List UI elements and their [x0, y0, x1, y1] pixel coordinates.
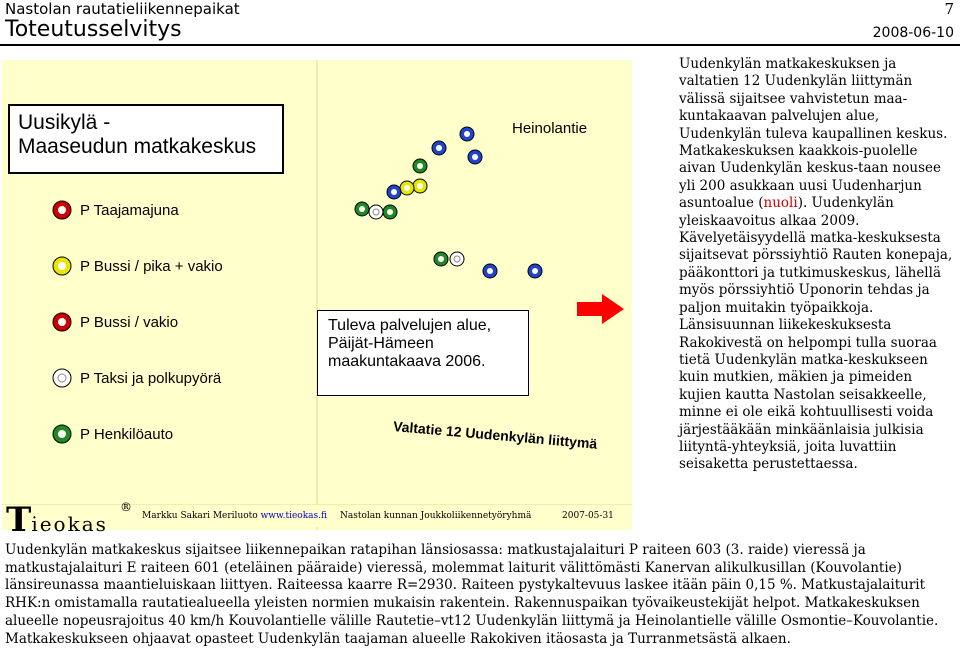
- note-line2: Päijät-Hämeen: [328, 335, 434, 352]
- legend-item-taksi: [50, 366, 221, 390]
- marker-green-1: [413, 159, 427, 173]
- figure-title-line1: Uusikylä -: [18, 111, 111, 134]
- legend-item-taajamajuna: [50, 198, 179, 222]
- marker-blue-4: [387, 185, 401, 199]
- marker-white-2: [450, 252, 464, 266]
- registered-mark: ®: [120, 500, 132, 514]
- legend-label: P Henkilöauto: [80, 425, 174, 443]
- header-org: Nastolan rautatieliikennepaikat: [5, 0, 240, 18]
- right-text-red-word: nuoli: [763, 195, 798, 212]
- marker-green-3: [383, 205, 397, 219]
- red-arrow-icon: [577, 294, 624, 324]
- legend-red-marker-icon: [50, 310, 74, 334]
- footer-link[interactable]: www.tieokas.fi: [260, 511, 328, 521]
- marker-green-2: [355, 202, 369, 216]
- heinolantie-label: Heinolantie: [512, 120, 588, 137]
- document-date: 2008-06-10: [872, 25, 954, 41]
- right-column-text: [679, 56, 956, 474]
- service-area-note: [317, 310, 529, 396]
- marker-blue-5: [483, 264, 497, 278]
- marker-green-4: [434, 252, 448, 266]
- figure-footer-author: [142, 511, 327, 521]
- legend-green-marker-icon: [50, 422, 74, 446]
- legend-label: P Bussi / pika + vakio: [80, 257, 223, 275]
- legend-label: P Bussi / vakio: [80, 313, 179, 331]
- valtatie-label: Valtatie 12 Uudenkylän liittymä: [392, 418, 598, 452]
- marker-blue-1: [460, 127, 474, 141]
- figure-title-box: [8, 104, 284, 174]
- header-rule: [0, 44, 960, 46]
- figure-title-line2: Maaseudun matkakeskus: [18, 135, 257, 158]
- legend-label: P Taksi ja polkupyörä: [80, 369, 222, 387]
- marker-yellow-1: [413, 179, 427, 193]
- footer-author: Markku Sakari Meriluoto: [142, 511, 258, 521]
- page-title: Toteutusselvitys: [5, 17, 182, 42]
- legend-red-marker-icon: [50, 198, 74, 222]
- marker-blue-6: [528, 264, 542, 278]
- page-number: 7: [944, 0, 954, 18]
- legend-yellow-marker-icon: [50, 254, 74, 278]
- legend-item-bussi-vakio: [50, 310, 178, 334]
- legend-item-henkiloauto: [50, 422, 173, 446]
- legend-item-bussi-pika: [50, 254, 223, 278]
- note-line3: maakuntakaava 2006.: [328, 353, 486, 370]
- tieokas-logo: Tieokas: [6, 500, 108, 540]
- legend-white-marker-icon: [50, 366, 74, 390]
- marker-yellow-2: [400, 181, 414, 195]
- marker-blue-2: [432, 141, 446, 155]
- right-text-part1: Uudenkylän matkakeskuksen ja valtatien 12 Uudenkylän liittymän välissä sijaitsee vahvistetun maa-kuntakaavan palvelujen alue, Uudenkylän tuleva kaupallinen keskus. Matkakeskuksen kaakkois-puolelle aivan Uudenkylän keskus-taan nousee yli 200 asukkaan uusi Uudenharjun asuntoalue (: [679, 56, 948, 212]
- note-line1: Tuleva palvelujen alue,: [328, 317, 492, 334]
- marker-blue-3: [468, 150, 482, 164]
- bottom-paragraph: Uudenkylän matkakeskus sijaitsee liikennepaikan ratapihan länsiosassa: matkustajalaituri P raiteen 603 (3. raide) vieressä ja matkustajalaituri E raiteen 601 (eteläinen pääraide) vieressä, molemmat laiturit välittömästi Kanervan alikulkusillan (Kouvolantie) länsireunassa maantieluiskaan liittyen. Raiteessa kaarre R=2930. Raiteen pystykaltevuus laskee itään päin 0,15 %. Matkustajalaiturit RHK:n omistamalla rautatiealueella yleisten normien mukaisin rakentein. Rakennuspaikan työvaikeustekijät helpot. Matkakeskuksen alueelle nopeusrajoitus 40 km/h Kouvolantielle välille Rautetie–vt12 Uudenkylän liittymä ja Heinolantielle välille Osmontie–Kouvolantie. Matkakeskukseen ohjaavat opasteet Uudenkylän taajaman alueelle Rakokiven itäosasta ja Turranmetsästä alkaen.: [5, 542, 939, 647]
- slide-figure: [2, 60, 632, 540]
- right-text-part2: ). Uudenkylän yleiskaavoitus alkaa 2009. Kävelyetäisyydellä matka-keskuksesta sijaitsevat pörssiyhtiö Rauten konepaja, pääkonttori ja tutkimuskeskus, lähellä myös pörssiyhtiö Uponorin tehdas ja paljon muitakin työpaikkoja. Länsisuunnan liikekeskuksesta Rakokivestä on helpompi tulla suoraa tietä Uudenkylän matka-keskukseen kuin mutkien, mäkien ja pimeiden kujien kautta Nastolan seisakkeelle, minne ei ole eikä kohtuullisesti voida järjestääkään minkäänlaisia julkisia liityntä-yhteyksiä, joita luvattiin seisaketta perustettaessa.: [679, 195, 953, 473]
- legend-label: P Taajamajuna: [80, 201, 179, 219]
- figure-footer-date: 2007-05-31: [562, 511, 614, 521]
- marker-white-1: [369, 205, 383, 219]
- figure-footer-group: Nastolan kunnan Joukkoliikennetyöryhmä: [340, 511, 532, 521]
